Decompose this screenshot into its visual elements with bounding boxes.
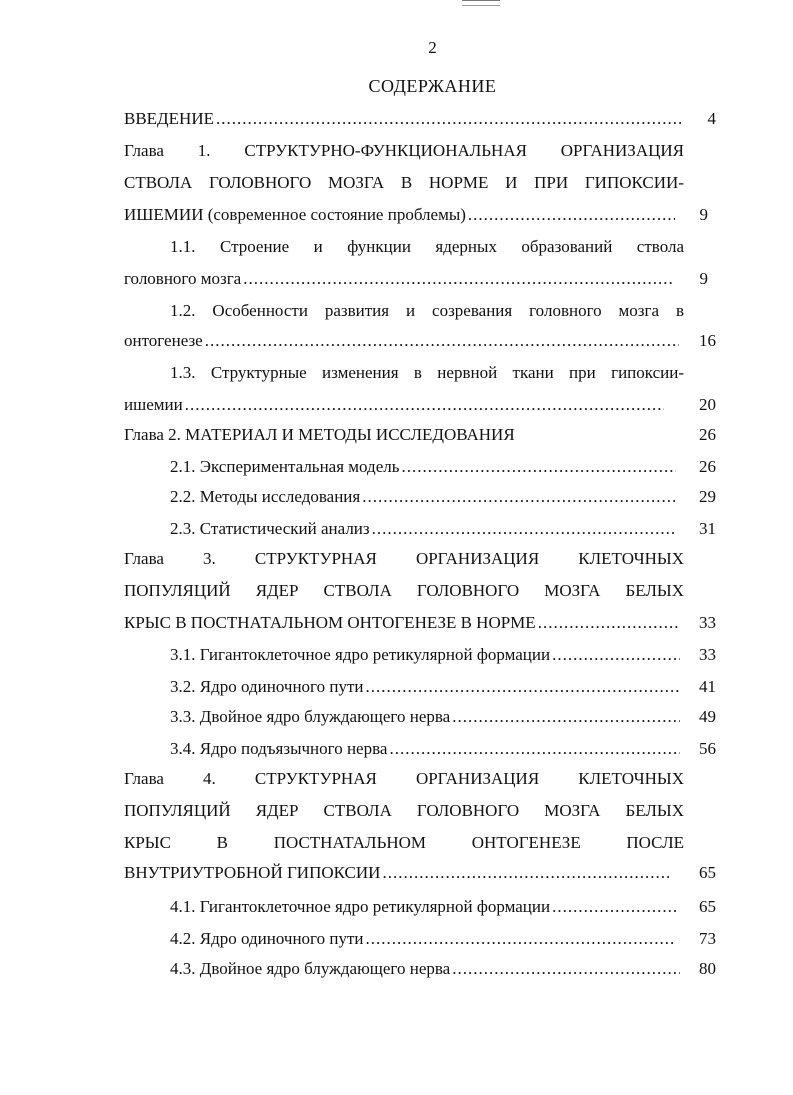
toc-section-1-1-line-2[interactable] [124, 268, 675, 290]
toc-entry-text: ИШЕМИИ (современное состояние проблемы) [124, 205, 466, 224]
toc-page-number: 33 [699, 645, 716, 664]
toc-chapter-1-line-2[interactable]: СТВОЛА ГОЛОВНОГО МОЗГА В НОРМЕ И ПРИ ГИПОКСИИ- [124, 173, 684, 192]
toc-chapter-2[interactable]: Глава 2. МАТЕРИАЛ И МЕТОДЫ ИССЛЕДОВАНИЯ [124, 425, 515, 444]
toc-entry-text: головного мозга [124, 269, 242, 288]
toc-entry-text: 3.2. Ядро одиночного пути [170, 677, 364, 696]
toc-chapter-1-line-3[interactable] [124, 204, 675, 226]
toc-page-number: 80 [699, 959, 716, 978]
toc-chapter-3-line-1[interactable]: Глава 3. СТРУКТУРНАЯ ОРГАНИЗАЦИЯ КЛЕТОЧНЫХ [124, 549, 684, 568]
toc-section-3-2[interactable] [170, 676, 680, 698]
toc-chapter-3-line-3[interactable] [124, 612, 680, 634]
toc-entry-text: 3.3. Двойное ядро блуждающего нерва [170, 707, 451, 726]
page-number: 2 [428, 38, 437, 57]
toc-section-1-3-line-2[interactable] [124, 394, 664, 416]
scan-artifact [462, 0, 500, 6]
toc-page-number: 49 [699, 707, 716, 726]
toc-entry-text: ВНУТРИУТРОБНОЙ ГИПОКСИИ [124, 863, 381, 882]
toc-page-number: 41 [699, 677, 716, 696]
toc-entry-text: ишемии [124, 395, 183, 414]
toc-section-3-1[interactable] [170, 644, 680, 666]
page-title: СОДЕРЖАНИЕ [368, 76, 497, 96]
toc-section-4-3[interactable] [170, 958, 680, 980]
toc-page-number: 4 [707, 109, 716, 128]
toc-entry-text: 4.1. Гигантоклеточное ядро ретикулярной формации [170, 897, 551, 916]
toc-entry-text: 2.2. Методы исследования [170, 487, 361, 506]
toc-chapter-4-line-2[interactable]: ПОПУЛЯЦИЙ ЯДЕР СТВОЛА ГОЛОВНОГО МОЗГА БЕЛЫХ [124, 801, 684, 820]
toc-section-3-3[interactable] [170, 706, 680, 728]
toc-section-1-1-line-1[interactable]: 1.1. Строение и функции ядерных образований ствола [170, 237, 684, 256]
toc-entry-text: 3.4. Ядро подъязычного нерва [170, 739, 388, 758]
toc-chapter-4-line-4[interactable] [124, 862, 669, 884]
toc-page-number: 9 [699, 205, 708, 224]
toc-section-1-2-line-1[interactable]: 1.2. Особенности развития и созревания головного мозга в [170, 301, 684, 320]
toc-page-number: 56 [699, 739, 716, 758]
toc-section-4-1[interactable] [170, 896, 676, 918]
toc-page-number: 65 [699, 863, 716, 882]
toc-section-3-4[interactable] [170, 738, 680, 760]
toc-entry-text: 2.1. Экспериментальная модель [170, 457, 400, 476]
toc-entry-text: 4.3. Двойное ядро блуждающего нерва [170, 959, 451, 978]
toc-page-number: 9 [699, 269, 708, 288]
toc-chapter-3-line-2[interactable]: ПОПУЛЯЦИЙ ЯДЕР СТВОЛА ГОЛОВНОГО МОЗГА БЕЛЫХ [124, 581, 684, 600]
toc-section-2-2[interactable] [170, 486, 676, 508]
toc-section-2-1[interactable] [170, 456, 676, 478]
toc-page-number: 33 [699, 613, 716, 632]
toc-section-2-3[interactable] [170, 518, 676, 540]
toc-page-number: 16 [699, 331, 716, 350]
toc-entry-text: онтогенезе [124, 331, 203, 350]
toc-entry-text: 2.3. Статистический анализ [170, 519, 370, 538]
toc-entry-text: 3.1. Гигантоклеточное ядро ретикулярной формации [170, 645, 551, 664]
toc-page-number: 26 [699, 457, 716, 476]
toc-entry-text: 4.2. Ядро одиночного пути [170, 929, 364, 948]
toc-entry-text: КРЫС В ПОСТНАТАЛЬНОМ ОНТОГЕНЕЗЕ В НОРМЕ [124, 613, 536, 632]
toc-page-number: 26 [699, 425, 716, 444]
toc-page-number: 20 [699, 395, 716, 414]
toc-page-number: 31 [699, 519, 716, 538]
toc-section-1-2-line-2[interactable] [124, 330, 679, 352]
toc-chapter-1-line-1[interactable]: Глава 1. СТРУКТУРНО-ФУНКЦИОНАЛЬНАЯ ОРГАНИЗАЦИЯ [124, 141, 684, 160]
toc-entry-text: ВВЕДЕНИЕ [124, 109, 214, 128]
toc-entry-introduction[interactable] [124, 108, 684, 130]
toc-page-number: 73 [699, 929, 716, 948]
toc-section-1-3-line-1[interactable]: 1.3. Структурные изменения в нервной ткани при гипоксии- [170, 363, 684, 382]
toc-section-4-2[interactable] [170, 928, 676, 950]
toc-page-number: 65 [699, 897, 716, 916]
toc-chapter-4-line-1[interactable]: Глава 4. СТРУКТУРНАЯ ОРГАНИЗАЦИЯ КЛЕТОЧНЫХ [124, 769, 684, 788]
toc-page-number: 29 [699, 487, 716, 506]
toc-chapter-4-line-3[interactable]: КРЫС В ПОСТНАТАЛЬНОМ ОНТОГЕНЕЗЕ ПОСЛЕ [124, 833, 684, 852]
